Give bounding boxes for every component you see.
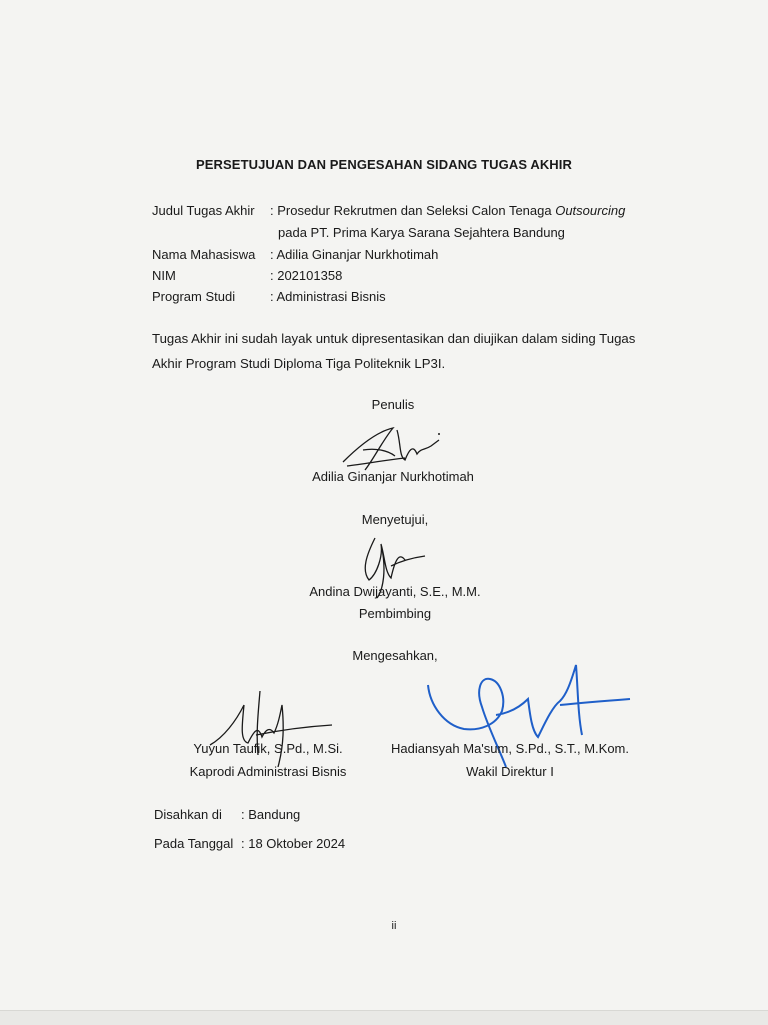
ratification-heading: Mengesahkan, [352, 648, 438, 663]
field-value-name: : Adilia Ginanjar Nurkhotimah [270, 247, 439, 262]
field-value-nim: : 202101358 [270, 268, 343, 283]
writer-signature [335, 420, 455, 475]
field-label-nim: NIM [152, 268, 176, 283]
field-value-title-cont: pada PT. Prima Karya Sarana Sejahtera Bandung [278, 225, 565, 240]
kaprodi-role: Kaprodi Administrasi Bisnis [189, 764, 347, 779]
statement-line-2: Akhir Program Studi Diploma Tiga Politeknik LP3I. [152, 356, 446, 371]
field-value-title-text: : Prosedur Rekrutmen dan Seleksi Calon Tenaga [270, 203, 556, 218]
vice-director-role: Wakil Direktur I [466, 764, 554, 779]
field-label-title: Judul Tugas Akhir [152, 203, 255, 218]
statement-line-1: Tugas Akhir ini sudah layak untuk dipresentasikan dan diujikan dalam siding Tugas [152, 331, 636, 346]
advisor-name: Andina Dwijayanti, S.E., M.M. [309, 584, 481, 599]
place-label: Disahkan di [154, 807, 222, 822]
approval-heading: Menyetujui, [361, 512, 429, 527]
writer-name: Adilia Ginanjar Nurkhotimah [312, 469, 474, 484]
field-value-program: : Administrasi Bisnis [270, 289, 386, 304]
page-number: ii [391, 920, 397, 932]
kaprodi-signature [200, 685, 340, 775]
scan-bottom-edge [0, 1010, 768, 1025]
place-value: : Bandung [241, 807, 301, 822]
field-value-title-italic: Outsourcing [555, 203, 626, 218]
vice-director-name: Hadiansyah Ma'sum, S.Pd., S.T., M.Kom. [390, 741, 629, 756]
field-label-program: Program Studi [152, 289, 236, 304]
field-value-title [270, 203, 625, 218]
advisor-role: Pembimbing [358, 606, 432, 621]
writer-role: Penulis [371, 397, 415, 412]
field-label-name: Nama Mahasiswa [152, 247, 256, 262]
date-value: : 18 Oktober 2024 [241, 836, 346, 851]
kaprodi-name: Yuyun Taufik, S.Pd., M.Si. [193, 741, 343, 756]
date-label: Pada Tanggal [154, 836, 234, 851]
page-title: PERSETUJUAN DAN PENGESAHAN SIDANG TUGAS AKHIR [196, 157, 572, 172]
